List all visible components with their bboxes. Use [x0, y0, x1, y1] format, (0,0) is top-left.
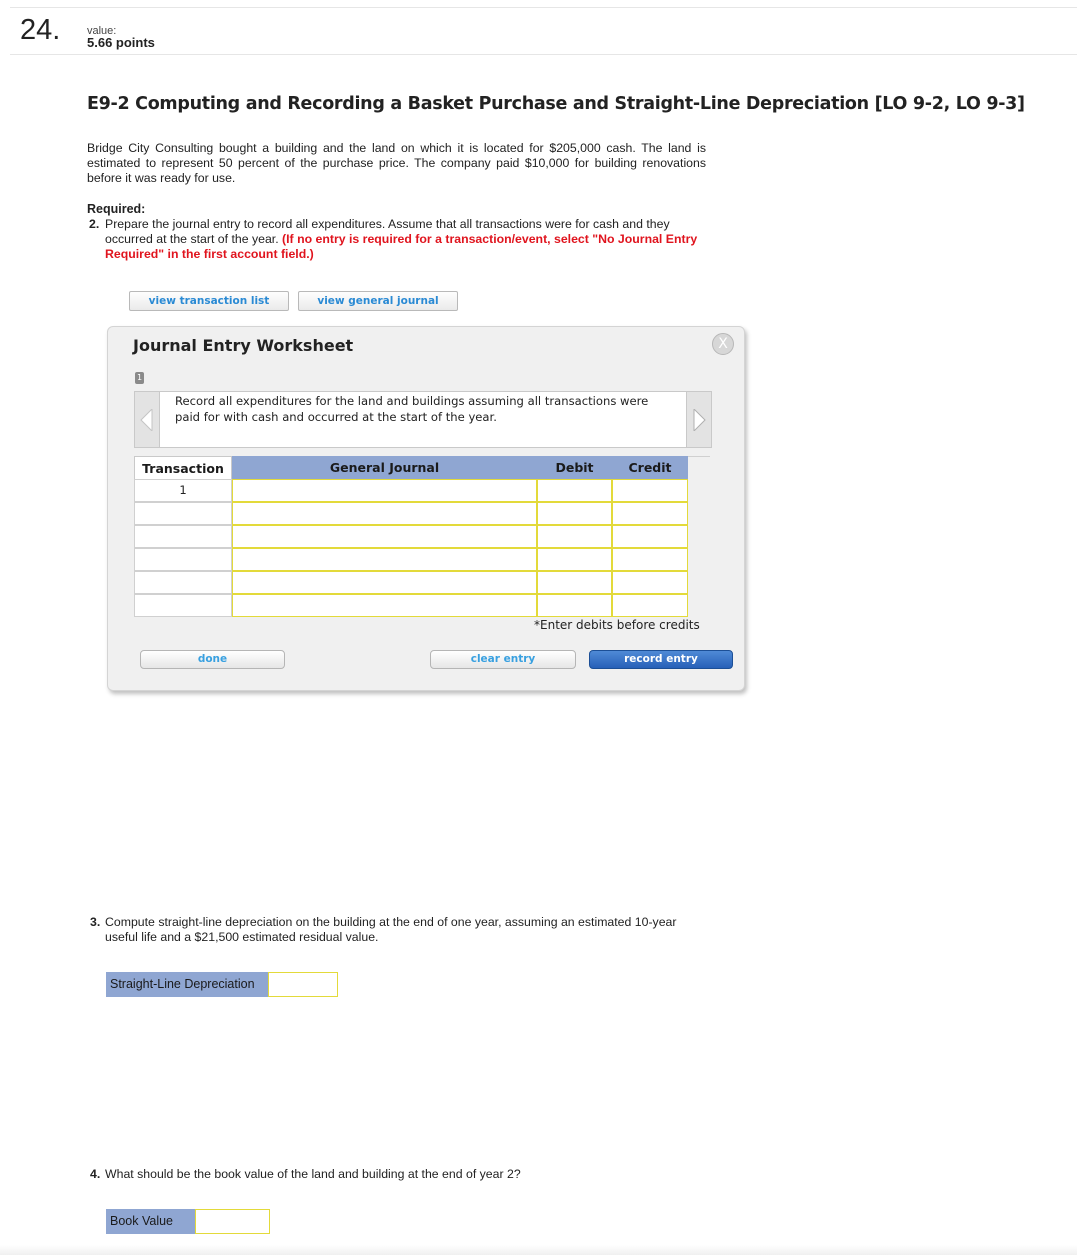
debits-before-credits-note: *Enter debits before credits: [534, 618, 700, 632]
transaction-number: [134, 548, 232, 571]
transaction-number: [134, 525, 232, 548]
transaction-number: [134, 594, 232, 617]
straight-line-depreciation-label: Straight-Line Depreciation: [106, 972, 268, 997]
top-divider: [10, 7, 1077, 8]
worksheet-title: Journal Entry Worksheet: [133, 336, 354, 355]
record-entry-button[interactable]: record entry: [589, 650, 733, 669]
requirement-3: [90, 915, 700, 945]
bottom-edge: [0, 1245, 1077, 1255]
column-header-transaction: Transaction: [134, 456, 232, 479]
account-field[interactable]: [232, 571, 537, 594]
requirement-2-note: (If no entry is required for a transaction/event, select "No Journal Entry Required" in the first account field.): [105, 232, 698, 262]
debit-field[interactable]: [537, 594, 612, 617]
view-transaction-list-button[interactable]: view transaction list: [129, 291, 289, 311]
account-field[interactable]: [232, 502, 537, 525]
problem-intro: Bridge City Consulting bought a building and the land on which it is located for $205,000 cash. The land is estimated to represent 50 percent of the purchase price. The company paid $10,000 for building renovations before it was ready for use.: [87, 141, 706, 186]
clear-entry-button[interactable]: clear entry: [430, 650, 576, 669]
debit-field[interactable]: [537, 548, 612, 571]
credit-field[interactable]: [612, 525, 688, 548]
credit-field[interactable]: [612, 502, 688, 525]
points-value: 5.66 points: [87, 35, 155, 50]
page-indicator[interactable]: 1: [136, 373, 143, 382]
credit-field[interactable]: [612, 571, 688, 594]
book-value-label: Book Value: [106, 1209, 195, 1234]
debit-field[interactable]: [537, 525, 612, 548]
requirement-4-text: What should be the book value of the land and building at the end of year 2?: [105, 1167, 521, 1181]
close-icon[interactable]: X: [712, 333, 734, 355]
requirement-3-number: 3.: [90, 915, 101, 929]
debit-field[interactable]: [537, 571, 612, 594]
transaction-number: [134, 502, 232, 525]
requirement-3-text: Compute straight-line depreciation on the building at the end of one year, assuming an estimated 10-year useful life and a $21,500 estimated residual value.: [105, 915, 677, 945]
question-number: 24.: [20, 14, 61, 46]
next-arrow-icon[interactable]: [686, 392, 711, 447]
transaction-number: 1: [134, 479, 232, 502]
requirement-2-text: Prepare the journal entry to record all expenditures. Assume that all transactions were for cash and they occurred at the start of the year.: [105, 217, 670, 247]
column-header-general-journal: General Journal: [232, 456, 537, 479]
instruction-text: Record all expenditures for the land and buildings assuming all transactions were paid for with cash and occurred at the start of the year.: [175, 394, 649, 424]
column-header-debit: Debit: [537, 456, 612, 479]
credit-field[interactable]: [612, 548, 688, 571]
header-divider: [10, 54, 1077, 55]
account-field[interactable]: [232, 548, 537, 571]
credit-field[interactable]: [612, 594, 688, 617]
previous-arrow-icon[interactable]: [135, 392, 160, 447]
requirement-2: [89, 217, 709, 263]
requirement-4-number: 4.: [90, 1167, 101, 1181]
view-general-journal-button[interactable]: view general journal: [298, 291, 458, 311]
credit-field[interactable]: [612, 479, 688, 502]
problem-title: E9-2 Computing and Recording a Basket Purchase and Straight-Line Depreciation [LO 9-2, LO 9-3]: [87, 94, 1025, 114]
done-button[interactable]: done: [140, 650, 285, 669]
book-value-input[interactable]: [195, 1209, 270, 1234]
straight-line-depreciation-input[interactable]: [268, 972, 338, 997]
debit-field[interactable]: [537, 502, 612, 525]
debit-field[interactable]: [537, 479, 612, 502]
requirement-4: [90, 1167, 521, 1181]
instruction-box: [134, 391, 712, 448]
value-label: value:: [87, 25, 117, 37]
journal-entry-worksheet: [107, 326, 745, 691]
account-field[interactable]: [232, 525, 537, 548]
column-header-credit: Credit: [612, 456, 688, 479]
account-field[interactable]: [232, 594, 537, 617]
requirement-2-number: 2.: [89, 217, 100, 231]
account-field[interactable]: [232, 479, 537, 502]
transaction-number: [134, 571, 232, 594]
required-label: Required:: [87, 202, 146, 216]
